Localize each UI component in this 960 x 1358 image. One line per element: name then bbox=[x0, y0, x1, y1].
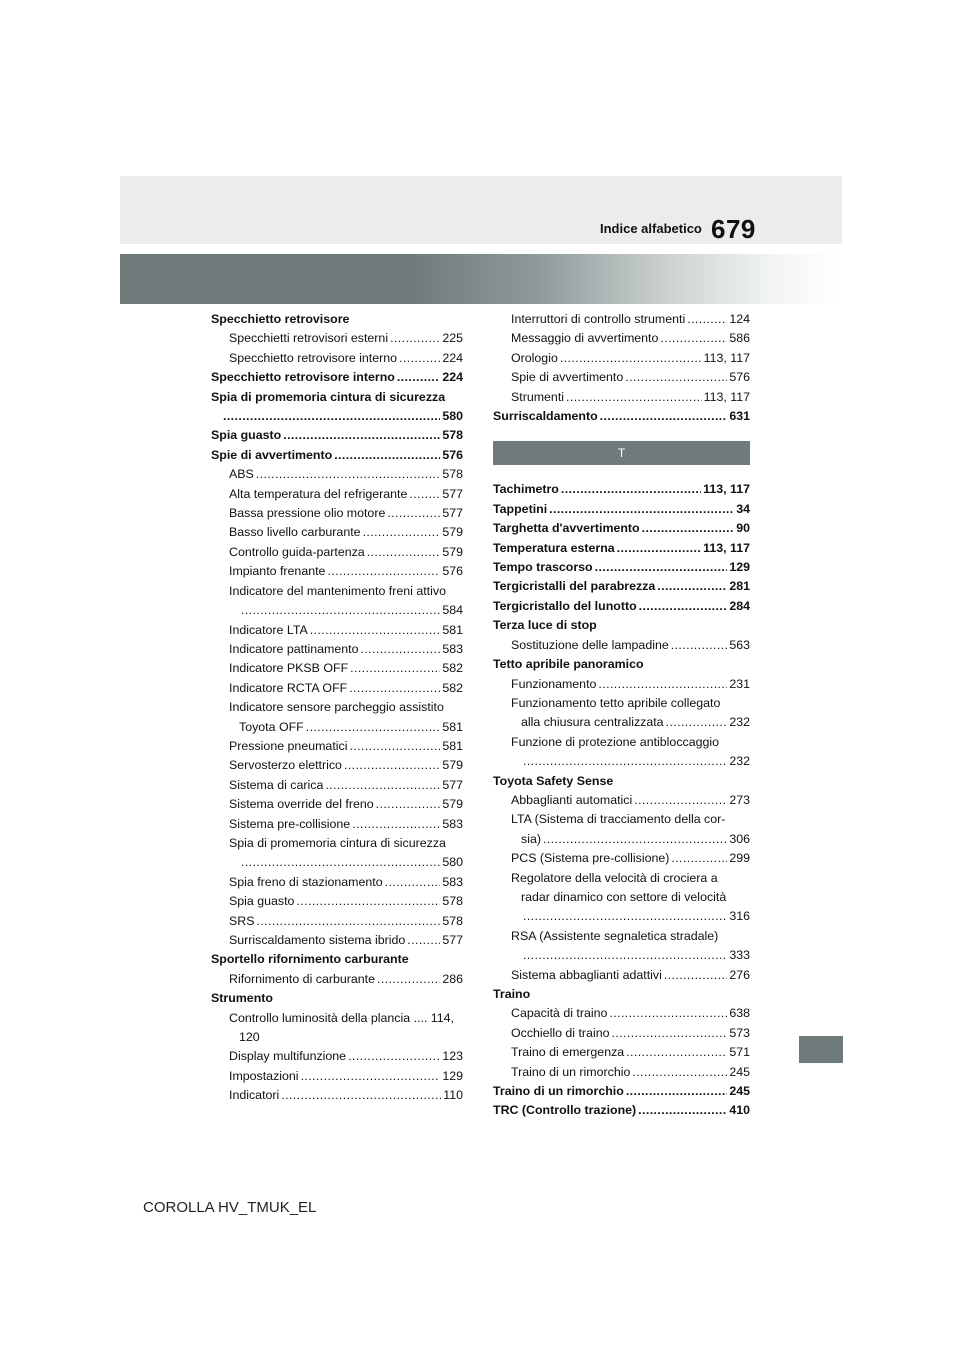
dot-leader bbox=[609, 1004, 727, 1023]
index-subentry bbox=[493, 675, 750, 694]
dot-leader bbox=[523, 752, 727, 771]
index-subentry bbox=[493, 368, 750, 387]
dot-leader bbox=[223, 407, 440, 426]
entry-text: Rifornimento di carburante bbox=[229, 971, 376, 986]
dot-leader bbox=[407, 931, 440, 950]
entry-text: PCS (Sistema pre-collisione) bbox=[511, 851, 670, 866]
entry-text: Regolatore della velocità di crociera a bbox=[511, 870, 718, 885]
dot-leader bbox=[283, 426, 440, 445]
index-subentry bbox=[211, 582, 463, 601]
index-subentry bbox=[211, 543, 463, 562]
page-reference: 583 bbox=[442, 874, 463, 889]
entry-text: Bassa pressione olio motore bbox=[229, 506, 386, 521]
dot-leader bbox=[344, 756, 440, 775]
index-subentry bbox=[211, 465, 463, 484]
footer-model-code: COROLLA HV_TMUK_EL bbox=[143, 1199, 317, 1216]
page-reference: 281 bbox=[729, 579, 750, 594]
dot-leader bbox=[523, 907, 727, 926]
entry-text: Impostazioni bbox=[229, 1068, 299, 1083]
index-entry bbox=[493, 597, 750, 616]
dot-leader bbox=[327, 562, 440, 581]
entry-text: Tempo trascorso bbox=[493, 560, 593, 575]
page-reference: 576 bbox=[442, 564, 463, 579]
index-entry bbox=[493, 480, 750, 499]
index-subentry bbox=[211, 718, 463, 737]
index-subentry bbox=[493, 349, 750, 368]
index-subentry bbox=[493, 733, 750, 752]
dot-leader bbox=[657, 577, 727, 596]
dot-leader bbox=[241, 601, 440, 620]
dot-leader bbox=[639, 597, 728, 616]
dot-leader bbox=[625, 368, 727, 387]
index-subentry bbox=[493, 791, 750, 810]
entry-text: Abbaglianti automatici bbox=[511, 792, 633, 807]
entry-text: Indicatore LTA bbox=[229, 622, 308, 637]
entry-text: Spia freno di stazionamento bbox=[229, 874, 383, 889]
page-reference: 123 bbox=[442, 1049, 463, 1064]
entry-text: Indicatore RCTA OFF bbox=[229, 680, 348, 695]
index-subentry bbox=[211, 329, 463, 348]
entry-text: Sistema override del freno bbox=[229, 797, 374, 812]
letter-section-header: T bbox=[493, 441, 750, 465]
index-subentry bbox=[211, 562, 463, 581]
entry-text: Traino di un rimorchio bbox=[511, 1064, 631, 1079]
page-reference: 306 bbox=[729, 831, 750, 846]
page-reference: 129 bbox=[442, 1068, 463, 1083]
entry-text: Indicatore sensore parcheggio assistito bbox=[229, 700, 444, 715]
header-gradient-bar bbox=[120, 254, 842, 304]
index-subentry bbox=[211, 1028, 463, 1047]
index-subentry bbox=[211, 504, 463, 523]
page-reference: 113, 117 bbox=[703, 482, 750, 497]
page-reference: 286 bbox=[442, 971, 463, 986]
index-subentry bbox=[211, 679, 463, 698]
index-subentry bbox=[493, 310, 750, 329]
entry-text: Basso livello carburante bbox=[229, 525, 361, 540]
index-subentry bbox=[493, 388, 750, 407]
dot-leader bbox=[399, 349, 440, 368]
dot-leader bbox=[566, 388, 702, 407]
index-subentry bbox=[493, 1063, 750, 1082]
page-reference: 584 bbox=[442, 603, 463, 618]
index-entry bbox=[493, 500, 750, 519]
dot-leader bbox=[397, 368, 440, 387]
index-subentry bbox=[493, 927, 750, 946]
index-subentry bbox=[211, 659, 463, 678]
entry-text: Surriscaldamento sistema ibrido bbox=[229, 933, 406, 947]
entry-text: sia) bbox=[521, 831, 541, 846]
page-reference: 276 bbox=[729, 967, 750, 982]
dot-leader bbox=[363, 523, 441, 542]
index-entry bbox=[493, 1082, 750, 1101]
index-subentry bbox=[211, 1086, 463, 1105]
page-reference: 580 bbox=[442, 409, 463, 424]
page-reference: 581 bbox=[442, 622, 463, 637]
index-entry bbox=[211, 310, 463, 329]
page-reference: 577 bbox=[442, 506, 463, 521]
section-title: Indice alfabetico bbox=[600, 221, 702, 236]
dot-leader bbox=[281, 1086, 441, 1105]
entry-text: Tergicristalli del parabrezza bbox=[493, 579, 656, 594]
entry-text: Funzionamento tetto apribile collegato bbox=[511, 695, 721, 710]
index-subentry bbox=[211, 912, 463, 931]
page-reference: 113, 117 bbox=[703, 389, 750, 404]
dot-leader bbox=[598, 675, 727, 694]
dot-leader bbox=[523, 946, 727, 965]
page-reference: 577 bbox=[442, 777, 463, 792]
entry-text: Funzionamento bbox=[511, 676, 597, 691]
index-subentry bbox=[493, 888, 750, 907]
dot-leader bbox=[296, 892, 440, 911]
dot-leader bbox=[377, 970, 440, 989]
entry-text: Toyota OFF bbox=[239, 719, 304, 734]
page-reference: 225 bbox=[442, 331, 463, 346]
dot-leader bbox=[687, 310, 727, 329]
index-entry bbox=[493, 519, 750, 538]
index-column-right bbox=[493, 310, 750, 1121]
page-reference: 631 bbox=[729, 409, 750, 424]
dot-leader bbox=[642, 519, 735, 538]
dot-leader bbox=[325, 776, 440, 795]
index-entry bbox=[211, 368, 463, 387]
index-subentry bbox=[211, 523, 463, 542]
index-entry bbox=[211, 989, 463, 1008]
dot-leader bbox=[626, 1043, 727, 1062]
entry-text: LTA (Sistema di tracciamento della cor- bbox=[511, 812, 726, 827]
dot-leader bbox=[671, 849, 727, 868]
dot-leader bbox=[301, 1067, 441, 1086]
index-entry bbox=[211, 950, 463, 969]
index-subentry bbox=[493, 1004, 750, 1023]
index-subentry bbox=[211, 1009, 463, 1028]
dot-leader bbox=[409, 485, 440, 504]
entry-text: Capacità di traino bbox=[511, 1006, 608, 1021]
index-entry bbox=[493, 577, 750, 596]
page-reference: 582 bbox=[442, 661, 463, 676]
page-reference: 581 bbox=[442, 719, 463, 734]
entry-text: RSA (Assistente segnaletica stradale) bbox=[511, 928, 719, 943]
dot-leader bbox=[560, 349, 702, 368]
dot-leader bbox=[352, 815, 440, 834]
entry-text: Funzione di protezione antibloccaggio bbox=[511, 734, 720, 749]
entry-text: Strumento bbox=[211, 991, 273, 1006]
dot-leader bbox=[349, 737, 440, 756]
index-entry bbox=[211, 388, 463, 407]
dot-leader bbox=[626, 1082, 728, 1101]
entry-text: 120 bbox=[239, 1030, 260, 1045]
index-entry bbox=[211, 407, 463, 426]
entry-text: Traino di un rimorchio bbox=[493, 1084, 624, 1099]
dot-leader bbox=[617, 539, 701, 558]
index-subentry bbox=[211, 485, 463, 504]
page-reference: 586 bbox=[729, 331, 750, 346]
index-entry bbox=[493, 539, 750, 558]
dot-leader bbox=[664, 966, 727, 985]
dot-leader bbox=[306, 718, 441, 737]
entry-text: Terza luce di stop bbox=[493, 618, 597, 633]
dot-leader bbox=[310, 621, 441, 640]
page-reference: 113, 117 bbox=[703, 350, 750, 365]
index-entry bbox=[211, 426, 463, 445]
entry-text: Tetto apribile panoramico bbox=[493, 657, 644, 672]
entry-text: SRS bbox=[229, 913, 255, 928]
index-subentry bbox=[211, 640, 463, 659]
index-subentry bbox=[211, 737, 463, 756]
entry-text: Traino bbox=[493, 987, 531, 1001]
index-subentry bbox=[493, 869, 750, 888]
index-subentry bbox=[211, 621, 463, 640]
entry-text: Controllo luminosità della plancia .... 114, bbox=[229, 1010, 454, 1025]
entry-text: Traino di emergenza bbox=[511, 1045, 625, 1060]
page-reference: 34 bbox=[736, 501, 750, 516]
entry-text: Impianto frenante bbox=[229, 564, 326, 579]
index-subentry bbox=[493, 946, 750, 965]
index-subentry bbox=[493, 1043, 750, 1062]
index-subentry bbox=[493, 810, 750, 829]
page-reference: 284 bbox=[729, 598, 750, 613]
entry-text: Specchietto retrovisore interno bbox=[211, 370, 395, 385]
page-reference: 577 bbox=[442, 486, 463, 501]
page-reference: 579 bbox=[442, 544, 463, 559]
index-subentry bbox=[493, 329, 750, 348]
entry-text: Temperatura esterna bbox=[493, 540, 615, 555]
entry-text: Tachimetro bbox=[493, 482, 559, 497]
index-subentry bbox=[211, 349, 463, 368]
page-reference: 124 bbox=[729, 312, 750, 326]
dot-leader bbox=[600, 407, 728, 426]
dot-leader bbox=[632, 1063, 727, 1082]
dot-leader bbox=[611, 1024, 727, 1043]
page-reference: 583 bbox=[442, 641, 463, 656]
dot-leader bbox=[666, 713, 728, 732]
entry-text: Interruttori di controllo strumenti bbox=[511, 312, 686, 326]
page-reference: 231 bbox=[729, 676, 750, 691]
dot-leader bbox=[361, 640, 441, 659]
page-reference: 245 bbox=[729, 1084, 750, 1099]
index-subentry bbox=[493, 752, 750, 771]
page-reference: 578 bbox=[442, 428, 463, 443]
page-reference: 299 bbox=[729, 851, 750, 866]
index-subentry bbox=[211, 853, 463, 872]
page-reference: 582 bbox=[442, 680, 463, 695]
entry-text: Spia guasto bbox=[211, 428, 282, 443]
dot-leader bbox=[241, 853, 440, 872]
page-reference: 129 bbox=[729, 560, 750, 575]
dot-leader bbox=[543, 830, 727, 849]
page-reference: 579 bbox=[442, 525, 463, 540]
index-subentry bbox=[211, 815, 463, 834]
page-reference: 245 bbox=[729, 1064, 750, 1079]
dot-leader bbox=[638, 1101, 727, 1120]
dot-leader bbox=[671, 636, 728, 655]
index-entry bbox=[211, 446, 463, 465]
dot-leader bbox=[334, 446, 440, 465]
entry-text: Toyota Safety Sense bbox=[493, 773, 614, 788]
dot-leader bbox=[595, 558, 728, 577]
entry-text: Sistema abbaglianti adattivi bbox=[511, 967, 662, 982]
entry-text: Specchietto retrovisore bbox=[211, 312, 350, 326]
page-reference: 578 bbox=[442, 913, 463, 928]
index-subentry bbox=[211, 873, 463, 892]
entry-text: Tappetini bbox=[493, 501, 548, 516]
index-subentry bbox=[493, 907, 750, 926]
dot-leader bbox=[348, 1047, 440, 1066]
page-reference: 410 bbox=[729, 1103, 750, 1118]
page-reference: 563 bbox=[729, 637, 750, 652]
index-column-left bbox=[211, 310, 463, 1106]
index-entry bbox=[493, 772, 750, 791]
index-subentry bbox=[211, 892, 463, 911]
dot-leader bbox=[367, 543, 441, 562]
page-reference: 316 bbox=[729, 909, 750, 924]
page-reference: 578 bbox=[442, 467, 463, 482]
dot-leader bbox=[385, 873, 441, 892]
page-reference: 571 bbox=[729, 1045, 750, 1060]
entry-text: Indicatori bbox=[229, 1088, 280, 1103]
entry-text: Servosterzo elettrico bbox=[229, 758, 342, 773]
index-subentry bbox=[211, 834, 463, 853]
index-subentry bbox=[493, 713, 750, 732]
page-reference: 273 bbox=[729, 792, 750, 807]
entry-text: Specchietti retrovisori esterni bbox=[229, 331, 389, 346]
page-reference: 578 bbox=[442, 894, 463, 909]
entry-text: Controllo guida-partenza bbox=[229, 544, 365, 559]
dot-leader bbox=[549, 500, 734, 519]
entry-text: Specchietto retrovisore interno bbox=[229, 350, 398, 365]
page-reference: 579 bbox=[442, 797, 463, 812]
entry-text: Indicatore pattinamento bbox=[229, 641, 359, 656]
index-entry bbox=[493, 1101, 750, 1120]
dot-leader bbox=[634, 791, 727, 810]
index-subentry bbox=[493, 694, 750, 713]
page-reference: 224 bbox=[442, 350, 463, 365]
index-entry bbox=[493, 655, 750, 674]
page-reference: 113, 117 bbox=[703, 540, 750, 555]
index-subentry bbox=[493, 1024, 750, 1043]
entry-text: Spia di promemoria cintura di sicurezza bbox=[211, 389, 446, 404]
page-reference: 232 bbox=[729, 715, 750, 730]
index-subentry bbox=[493, 849, 750, 868]
entry-text: Tergicristallo del lunotto bbox=[493, 598, 637, 613]
page-reference: 638 bbox=[729, 1006, 750, 1021]
index-entry bbox=[493, 616, 750, 635]
entry-text: Sostituzione delle lampadine bbox=[511, 637, 669, 652]
index-subentry bbox=[493, 830, 750, 849]
entry-text: ABS bbox=[229, 467, 254, 482]
entry-text: Sistema pre-collisione bbox=[229, 816, 351, 831]
dot-leader bbox=[256, 465, 441, 484]
index-subentry bbox=[493, 966, 750, 985]
index-subentry bbox=[211, 931, 463, 950]
entry-text: Sportello rifornimento carburante bbox=[211, 952, 409, 967]
index-subentry bbox=[211, 756, 463, 775]
index-entry bbox=[493, 558, 750, 577]
page-reference: 581 bbox=[442, 738, 463, 753]
dot-leader bbox=[390, 329, 440, 348]
index-subentry bbox=[211, 1047, 463, 1066]
page-reference: 90 bbox=[736, 521, 750, 536]
entry-text: radar dinamico con settore di velocità bbox=[521, 889, 727, 904]
entry-text: Indicatore del mantenimento freni attivo bbox=[229, 583, 446, 598]
page-reference: 224 bbox=[442, 370, 463, 385]
page-reference: 577 bbox=[442, 933, 463, 947]
entry-text: Strumenti bbox=[511, 389, 565, 404]
dot-leader bbox=[350, 659, 440, 678]
entry-text: Spia di promemoria cintura di sicurezza bbox=[229, 835, 446, 850]
page-reference: 580 bbox=[442, 855, 463, 870]
entry-text: Sistema di carica bbox=[229, 777, 324, 792]
dot-leader bbox=[660, 329, 727, 348]
entry-text: Spie di avvertimento bbox=[211, 447, 333, 462]
page-reference: 579 bbox=[442, 758, 463, 773]
entry-text: Orologio bbox=[511, 350, 558, 365]
page-reference: 583 bbox=[442, 816, 463, 831]
chapter-tab bbox=[799, 1036, 843, 1063]
index-subentry bbox=[211, 1067, 463, 1086]
dot-leader bbox=[561, 480, 701, 499]
entry-text: Surriscaldamento bbox=[493, 409, 598, 424]
entry-text: Display multifunzione bbox=[229, 1049, 347, 1064]
index-subentry bbox=[493, 636, 750, 655]
page-reference: 573 bbox=[729, 1025, 750, 1040]
entry-text: Spie di avvertimento bbox=[511, 370, 624, 385]
index-subentry bbox=[211, 776, 463, 795]
index-subentry bbox=[211, 601, 463, 620]
entry-text: Alta temperatura del refrigerante bbox=[229, 486, 408, 501]
page-number: 679 bbox=[711, 214, 756, 244]
index-subentry bbox=[211, 698, 463, 717]
page-reference: 576 bbox=[442, 447, 463, 462]
entry-text: Indicatore PKSB OFF bbox=[229, 661, 349, 676]
dot-leader bbox=[387, 504, 440, 523]
entry-text: alla chiusura centralizzata bbox=[521, 715, 664, 730]
index-subentry bbox=[211, 795, 463, 814]
page-reference: 232 bbox=[729, 754, 750, 769]
page-reference: 110 bbox=[443, 1088, 463, 1103]
entry-text: Spia guasto bbox=[229, 894, 295, 909]
dot-leader bbox=[376, 795, 441, 814]
index-entry bbox=[493, 985, 750, 1004]
entry-text: Pressione pneumatici bbox=[229, 738, 348, 753]
index-subentry bbox=[211, 970, 463, 989]
entry-text: Occhiello di traino bbox=[511, 1025, 610, 1040]
entry-text: Targhetta d'avvertimento bbox=[493, 521, 640, 536]
dot-leader bbox=[256, 912, 440, 931]
page-reference: 576 bbox=[729, 370, 750, 385]
page-reference: 333 bbox=[729, 948, 750, 963]
index-entry bbox=[493, 407, 750, 426]
dot-leader bbox=[349, 679, 440, 698]
entry-text: Messaggio di avvertimento bbox=[511, 331, 659, 346]
entry-text: TRC (Controllo trazione) bbox=[493, 1103, 637, 1118]
